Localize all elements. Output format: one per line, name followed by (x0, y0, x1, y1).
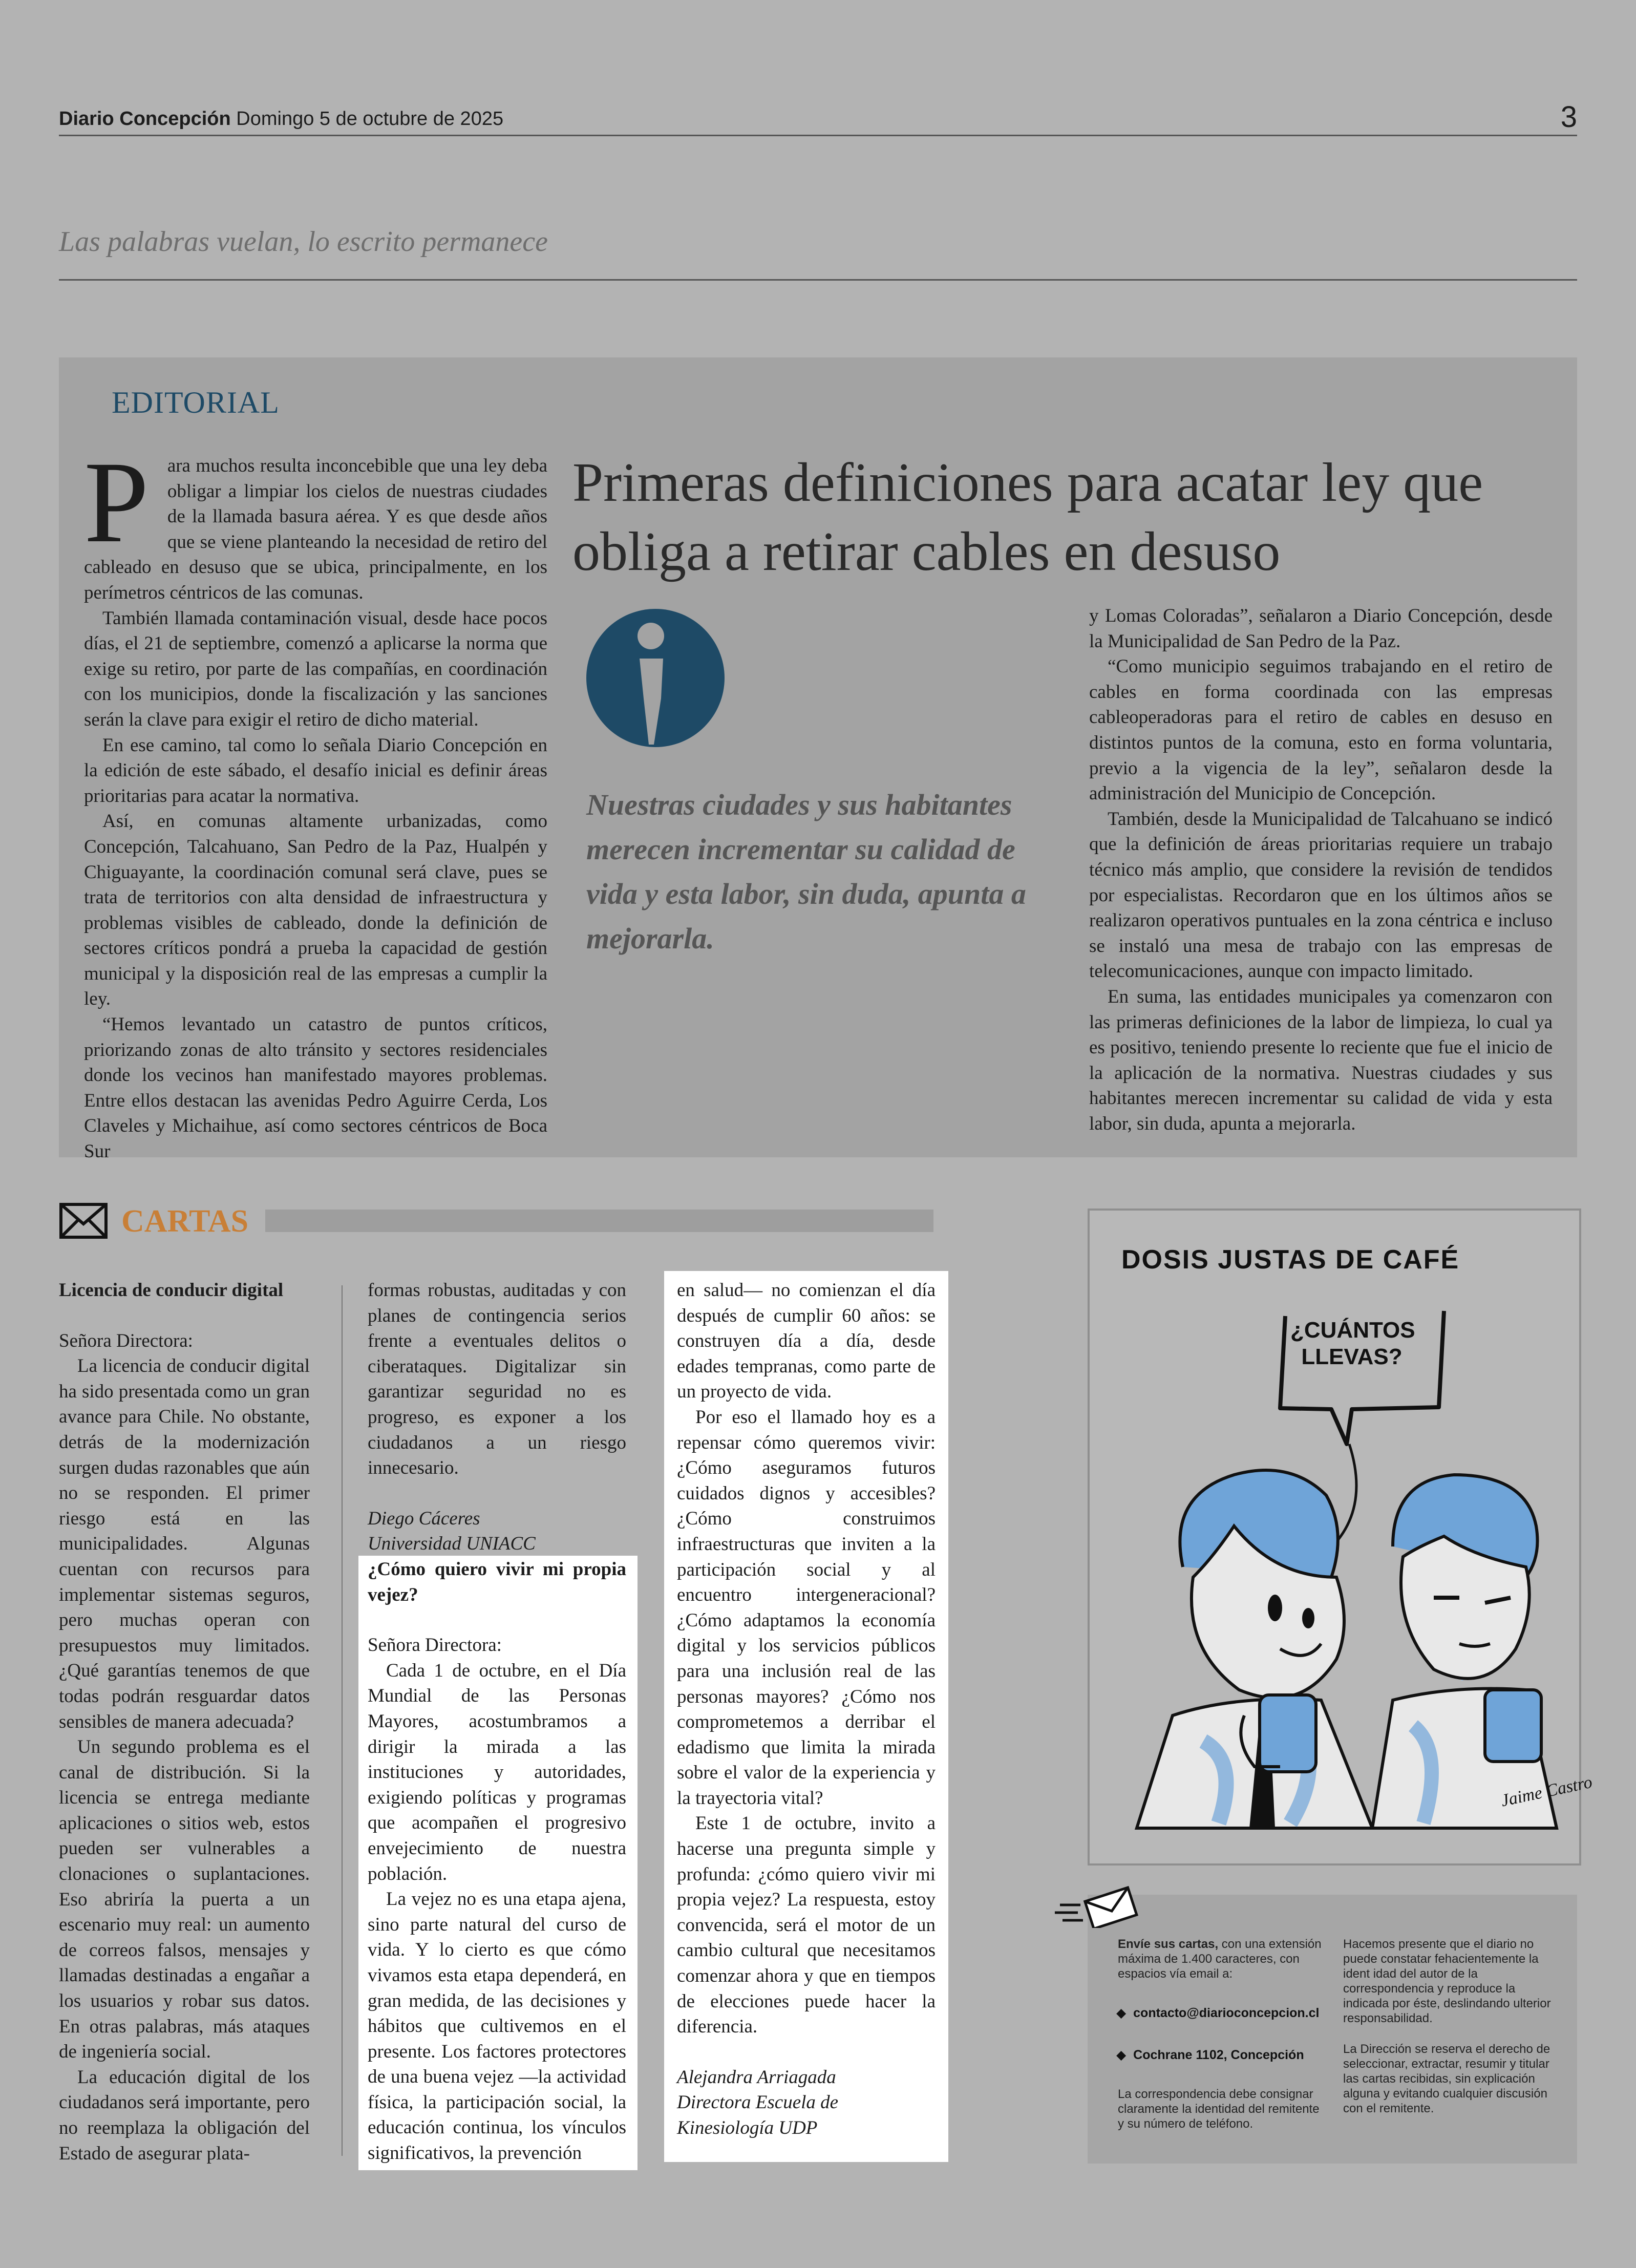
editorial-pull-quote: Nuestras ciudades y sus habitantes merecen incrementar su calidad de vida y esta labor, sin duda, apunta a mejorarla. (586, 788, 1026, 955)
cartoon-speech-bubble: ¿CUÁNTOS LLEVAS? (1290, 1318, 1415, 1369)
letter-paragraph: en salud— no comienzan el día después de cumplir 60 años: se construyen día a día, desde edades tempranas, como parte de un proyecto de vida. (677, 1280, 936, 1403)
info-i-icon (586, 606, 725, 750)
letter-signature-affiliation: Universidad UNIACC (368, 1533, 536, 1555)
cartoon-signature: Jaime Castro (1499, 1772, 1594, 1811)
letter-1-continuation (368, 1278, 626, 1557)
cartoon-illustration (1106, 1290, 1567, 1843)
cartas-section-label: CARTAS (121, 1204, 249, 1239)
section-tagline: Las palabras vuelan, lo escrito permanece (59, 226, 548, 258)
letter-paragraph: Por eso el llamado hoy es a repensar cómo queremos vivir: ¿Cómo aseguramos futuros cuidados dignos y accesibles? ¿Cómo construimos infraestructuras que inviten a la participación social y al encuentro intergeneracional? ¿Cómo adaptamos la economía digital y los servicios públicos para una inclusión real de las personas mayores? ¿Cómo nos comprometemos a derribar el edadismo que limita la mirada sobre el valor de la experiencia y la trayectoria vital? (677, 1406, 936, 1809)
editorial-label: EDITORIAL (112, 386, 280, 419)
info-lead-text: con una extensión máxima de 1.400 caracteres, con espacios vía email a: (1118, 1937, 1322, 1981)
envelope-icon (59, 1202, 108, 1239)
letter-paragraph: La licencia de conducir digital ha sido presentada como un gran avance para Chile. No obstante, detrás de la modernización surgen dudas razonables que aún no se responden. El primer riesgo está en las municipalidades. Algunas cuentan con recursos para implementar sistemas seguros, pero muchas operan con presupuestos muy limitados. ¿Qué garantías tenemos de que todas podrán resguardar datos sensibles de manera adecuada? (59, 1355, 310, 1732)
info-address (1116, 2047, 1304, 2063)
editorial-paragraph: También llamada contaminación visual, desde hace pocos días, el 21 de septiembre, comenzó a aplicarse la norma que exige su retiro, por parte de las compañías, en coordinación con los municipios, donde la fiscalización y las sanciones serán la clave para exigir el retiro de dicho material. (84, 607, 547, 730)
editorial-paragraph: En suma, las entidades municipales ya comenzaron con las primeras definiciones de la labor de limpieza, lo cual ya es positivo, teniendo presente lo reciente que fue el inicio de la aplicación de la normativa. Nuestras ciudades y sus habitantes merecen incrementar su calidad de vida y esta labor, sin duda, apunta a mejorarla. (1089, 986, 1553, 1134)
editorial-column-3 (1089, 603, 1553, 1136)
letter-title: Licencia de conducir digital (59, 1280, 284, 1301)
info-correspondence-note: La correspondencia debe consignar claramente la identidad del remitente y su número de teléfono. (1118, 2087, 1320, 2131)
letter-signature-affiliation: Kinesiología UDP (677, 2117, 818, 2138)
diamond-bullet-icon: ◆ (1116, 2048, 1127, 2062)
cartas-header-bar (265, 1210, 933, 1232)
info-email-address: contacto@diarioconcepcion.cl (1133, 2006, 1320, 2020)
letter-salutation: Señora Directora: (59, 1330, 193, 1351)
editorial-paragraph: “Como municipio seguimos trabajando en el retiro de cables en forma coordinada con las empresas cableoperadoras para el retiro de cables en desuso en distintos puntos de la comuna, esto en forma voluntaria, previo a la vigencia de la ley”, señalaron desde la administración del Municipio de Concepción. (1089, 656, 1553, 804)
letter-paragraph: formas robustas, auditadas y con planes de contingencia serios frente a eventuales delitos o ciberataques. Digitalizar sin garantizar seguridad no es progreso, es exponer a los ciudadanos a un riesgo innecesario. (368, 1280, 626, 1479)
letter-signature-name: Diego Cáceres (368, 1508, 480, 1529)
letter-2-continuation (677, 1278, 936, 2141)
info-instructions (1118, 1937, 1328, 1981)
letter-signature-name: Alejandra Arriagada (677, 2066, 836, 2088)
info-address-text: Cochrane 1102, Concepción (1133, 2048, 1304, 2062)
flying-envelope-icon (1055, 1884, 1139, 1928)
header-rule (59, 135, 1577, 136)
editorial-column-1 (84, 438, 547, 1164)
letter-signature-role: Directora Escuela de (677, 2092, 839, 2113)
editorial-paragraph: ara muchos resulta inconcebible que una ley deba obligar a limpiar los cielos de nuestras ciudades de la llamada basura aérea. Y es que desde años que se viene planteando la necesidad de retiro del cableado en desuso que se ubica, principalmente, en los perímetros céntricos de las comunas. (84, 455, 547, 603)
info-disclaimer-1: Hacemos presente que el diario no puede constatar fehacientemente la ident idad del autor de la correspondencia y reproduce la indicada por éste, deslindando ulterior responsabilidad. (1343, 1937, 1551, 2025)
publication-date: Domingo 5 de octubre de 2025 (236, 108, 504, 130)
editorial-headline: Primeras definiciones para acatar ley que obliga a retirar cables en desuso (572, 452, 1483, 582)
cartoon-title: DOSIS JUSTAS DE CAFÉ (1121, 1245, 1460, 1275)
publication-header (59, 108, 503, 130)
editorial-paragraph: Así, en comunas altamente urbanizadas, como Concepción, Talcahuano, San Pedro de la Paz, Hualpén y Chiguayante, la coordinación comunal será clave, pues se trata de territorios con alta densidad de infraestructura y problemas visibles de cableado, donde la definición de sectores críticos pondrá a prueba la capacidad de gestión municipal y la disposición real de las empresas a cumplir la ley. (84, 811, 547, 1010)
editorial-paragraph: En ese camino, tal como lo señala Diario Concepción en la edición de este sábado, el desafío inicial es definir áreas prioritarias para acatar la normativa. (84, 734, 547, 807)
letter-paragraph: Este 1 de octubre, invito a hacerse una pregunta simple y profunda: ¿cómo quiero vivir mi propia vejez? La respuesta, estoy convencida, será el motor de un cambio cultural que necesitamos comenzar ahora y que en tiempos de elecciones puede hacer la diferencia. (677, 1813, 936, 2038)
letter-title: ¿Cómo quiero vivir mi propia vejez? (368, 1559, 626, 1605)
letter-paragraph: Un segundo problema es el canal de distribución. Si la licencia se entrega mediante aplicaciones o sitios web, estos pueden ser vulnerables a clonaciones o suplantaciones. Eso abriría la puerta a un escenario muy real: un aumento de correos falsos, mensajes y llamadas destinadas a engañar a los usuarios y robar sus datos. En otras palabras, más ataques de ingeniería social. (59, 1736, 310, 2063)
letter-salutation: Señora Directora: (368, 1635, 502, 1656)
letter-2 (368, 1557, 626, 2166)
info-email[interactable] (1116, 2005, 1319, 2021)
column-divider (342, 1285, 343, 2156)
page-number: 3 (1560, 100, 1577, 134)
info-disclaimer-2: La Dirección se reserva el derecho de seleccionar, extractar, resumir y titular las cartas recibidas, sin explicación alguna y evitando cualquier discusión con el remitente. (1343, 2042, 1550, 2115)
drop-cap: P (84, 438, 149, 567)
letter-paragraph: La educación digital de los ciudadanos será importante, pero no reemplaza la obligación del Estado de asegurar plata- (59, 2066, 310, 2164)
info-lead-bold: Envíe sus cartas, (1118, 1937, 1219, 1951)
letter-paragraph: Cada 1 de octubre, en el Día Mundial de las Personas Mayores, acostumbramos a dirigir la mirada a las instituciones y autoridades, exigiendo políticas y programas que acompañen el progresivo envejecimiento de nuestra población. (368, 1660, 626, 1884)
letter-1 (59, 1278, 310, 2166)
tagline-rule (59, 279, 1577, 281)
editorial-paragraph: y Lomas Coloradas”, señalaron a Diario Concepción, desde la Municipalidad de San Pedro de la Paz. (1089, 605, 1553, 652)
editorial-paragraph: “Hemos levantado un catastro de puntos críticos, priorizando zonas de alto tránsito y sectores residenciales donde los vecinos han manifestado mayores problemas. Entre ellos destacan las avenidas Pedro Aguirre Cerda, Los Claveles y Michaihue, así como sectores céntricos de Boca Sur (84, 1014, 547, 1162)
publication-name: Diario Concepción (59, 108, 231, 130)
diamond-bullet-icon: ◆ (1116, 2006, 1127, 2020)
letter-paragraph: La vejez no es una etapa ajena, sino parte natural del curso de vida. Y lo cierto es que cómo vivamos esta etapa dependerá, en gran medida, de las decisiones y hábitos que cultivemos en el presente. Los factores protectores de una buena vejez —la actividad física, la participación social, la educación continua, los vínculos significativos, la prevención (368, 1889, 626, 2164)
editorial-paragraph: También, desde la Municipalidad de Talcahuano se indicó que la definición de áreas prioritarias requiere un trabajo técnico más amplio, que considere la revisión de tendidos por especialistas. Recordaron que en los últimos años se realizaron operativos puntuales en la zona céntrica e incluso se instaló una mesa de trabajo con las empresas de telecomunicaciones, aunque con impacto limitado. (1089, 808, 1553, 982)
